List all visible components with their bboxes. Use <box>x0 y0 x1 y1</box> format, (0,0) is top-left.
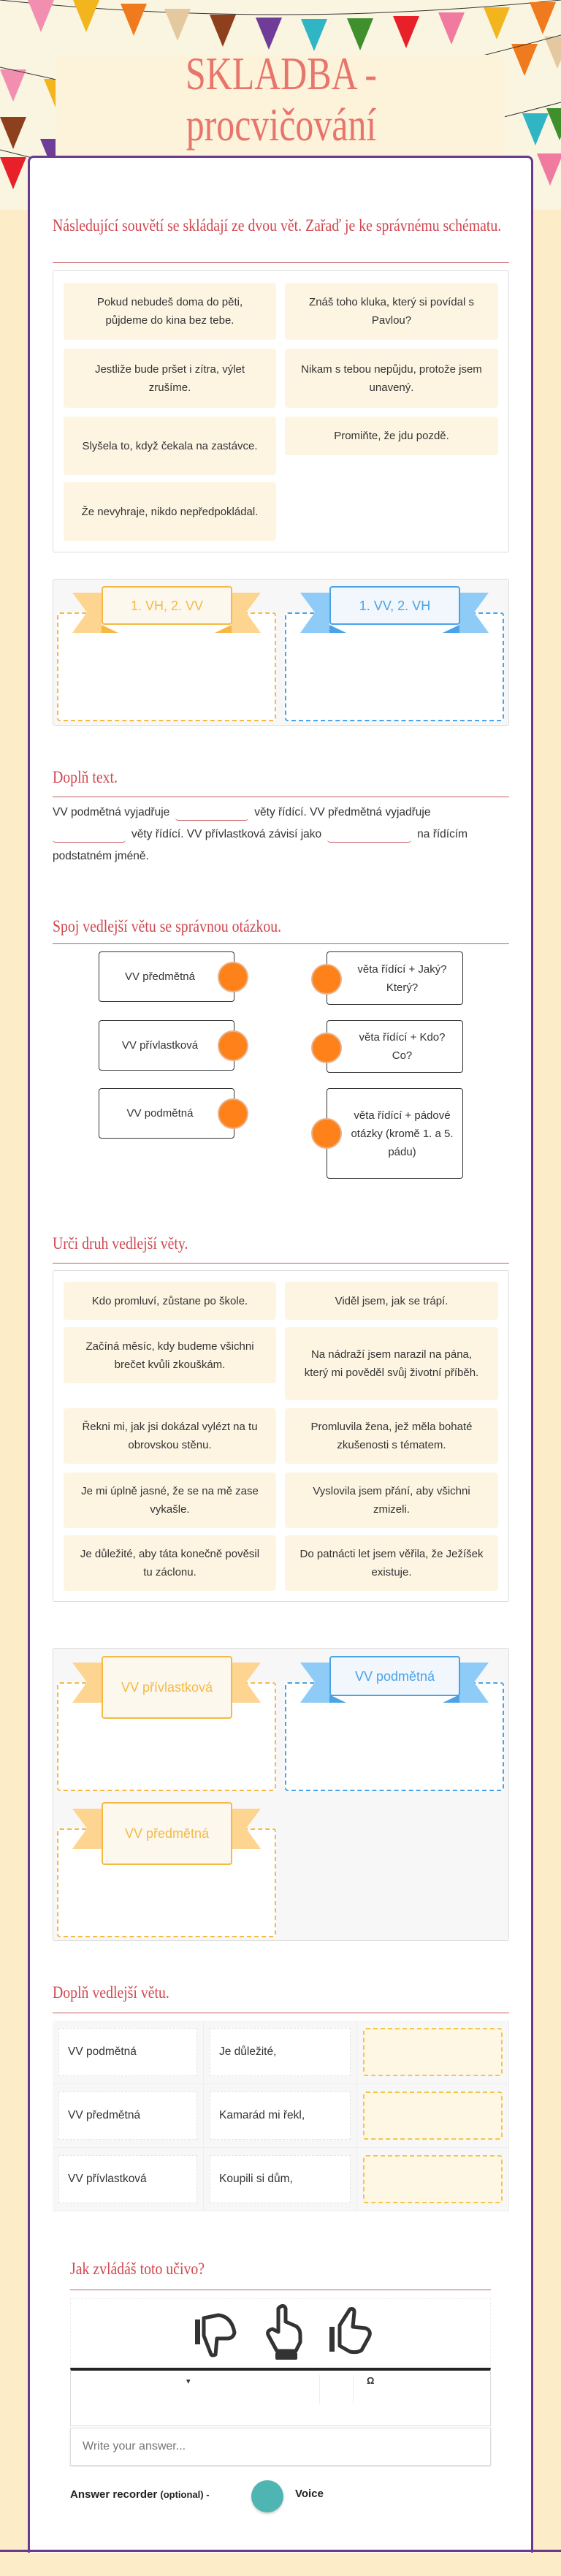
section-heading-complete: Doplň vedlejší větu. <box>53 1983 169 2002</box>
bunting-flag <box>301 19 327 51</box>
section-heading-fill-text: Doplň text. <box>53 768 118 786</box>
match-right-item: věta řídící + Kdo? Co? <box>327 1020 463 1073</box>
text-part: věty řídící. VV předmětná vyjadřuje <box>254 806 431 818</box>
draggable-sentence-card[interactable]: Slyšela to, když čekala na zastávce. <box>64 417 276 475</box>
card-bottom-border <box>0 2550 561 2552</box>
match-connector-dot[interactable] <box>311 1033 342 1063</box>
page-title: SKLADBA - procvičování <box>185 48 378 151</box>
answer-recorder-label <box>70 2488 210 2501</box>
clause-type: VV předmětná <box>58 2091 197 2140</box>
bin-label: 1. VH, 2. VV <box>102 586 232 625</box>
clause-type: VV podmětná <box>58 2028 197 2076</box>
pointing-hand-icon[interactable] <box>264 2303 303 2361</box>
draggable-sentence-card[interactable]: Promiňte, že jdu pozdě. <box>285 417 498 455</box>
draggable-sentence-card[interactable]: Promluvila žena, jež měla bohaté zkušenosti s tématem. <box>285 1408 498 1464</box>
table-cell <box>357 2021 509 2084</box>
draggable-sentence-card[interactable]: Je mi úplně jasné, že se na mě zase vykašle. <box>64 1473 276 1528</box>
match-connector-dot[interactable] <box>218 1030 248 1061</box>
match-left-item: VV podmětná <box>99 1088 234 1139</box>
draggable-sentence-card[interactable]: Na nádraží jsem narazil na pána, který mi pověděl svůj životní příběh. <box>285 1327 498 1400</box>
bin-label: VV přívlastková <box>102 1656 232 1719</box>
thumbs-up-icon[interactable] <box>328 2305 375 2357</box>
text-part: věty řídící. VV přívlastková závisí jako <box>131 828 322 840</box>
thumbs-down-icon[interactable] <box>194 2306 240 2357</box>
section-heading-match: Spoj vedlejší větu se správnou otázkou. <box>53 917 282 935</box>
blank-input-1[interactable] <box>175 805 248 821</box>
rich-text-editor[interactable] <box>70 2368 491 2426</box>
answer-drop-field[interactable] <box>363 2155 503 2203</box>
fill-in-paragraph <box>53 802 509 867</box>
draggable-sentence-card[interactable]: Vyslovila jsem přání, aby všichni zmizeli. <box>285 1473 498 1528</box>
table-cell <box>53 2084 204 2148</box>
bunting-flag <box>511 44 538 76</box>
bunting-flag <box>546 108 561 140</box>
bunting-flag <box>537 153 561 186</box>
draggable-sentence-card[interactable]: Řekni mi, jak jsi dokázal vylézt na tu obrovskou stěnu. <box>64 1408 276 1464</box>
table-cell <box>204 2021 357 2084</box>
section-heading-self-assessment: Jak zvládáš toto učivo? <box>70 2260 205 2278</box>
bunting-flag <box>438 12 465 45</box>
sentence-start: Kamarád mi řekl, <box>210 2091 351 2140</box>
draggable-sentence-card[interactable]: Viděl jsem, jak se trápí. <box>285 1282 498 1320</box>
match-right-item: věta řídící + pádové otázky (kromě 1. a 5. pádu) <box>327 1088 463 1179</box>
answer-drop-field[interactable] <box>363 2091 503 2140</box>
bunting-flag <box>210 15 236 47</box>
rating-box <box>70 2298 491 2366</box>
drop-category-bin[interactable] <box>285 1654 504 1793</box>
bunting-flag <box>121 4 147 36</box>
table-cell <box>204 2084 357 2148</box>
table-cell <box>53 2148 204 2211</box>
divider <box>53 1263 509 1264</box>
toolbar-divider <box>319 2375 320 2404</box>
match-connector-dot[interactable] <box>311 964 342 995</box>
format-dropdown[interactable]: ▾ <box>186 2377 191 2386</box>
draggable-sentence-card[interactable]: Jestliže bude pršet i zítra, výlet zrušíme. <box>64 349 276 408</box>
match-left-item: VV přívlastková <box>99 1020 234 1071</box>
bin-label: VV předmětná <box>102 1802 232 1865</box>
section-heading-classify: Následující souvětí se skládají ze dvou vět. Zařaď je ke správnému schématu. <box>53 216 502 235</box>
drop-category-bin[interactable] <box>57 585 276 723</box>
bunting-flag <box>544 37 561 69</box>
bunting-flag <box>0 117 26 149</box>
drop-category-bin[interactable] <box>285 585 504 723</box>
draggable-sentence-card[interactable]: Nikam s tebou nepůjdu, protože jsem unavený. <box>285 349 498 408</box>
section-heading-identify: Urči druh vedlejší věty. <box>53 1234 188 1253</box>
voice-record-button[interactable] <box>251 2480 283 2512</box>
match-left-item: VV předmětná <box>99 951 234 1002</box>
bunting-flag <box>393 16 419 48</box>
text-part: VV podmětná vyjadřuje <box>53 806 170 818</box>
text-part: na řídícím podstatném jméně. <box>53 828 468 862</box>
bunting-flag <box>0 69 26 102</box>
table-cell <box>357 2084 509 2148</box>
sentence-start: Koupili si dům, <box>210 2155 351 2203</box>
bunting-flag <box>522 113 549 145</box>
match-connector-dot[interactable] <box>218 962 248 992</box>
blank-input-2[interactable] <box>53 827 126 843</box>
recorder-optional-text: (optional) - <box>160 2489 210 2500</box>
draggable-sentence-card[interactable]: Je důležité, aby táta konečně pověsil tu záclonu. <box>64 1535 276 1591</box>
match-right-item: věta řídící + Jaký? Který? <box>327 951 463 1005</box>
draggable-sentence-card[interactable]: Znáš toho kluka, který si povídal s Pavlou? <box>285 283 498 340</box>
bunting-flag <box>164 9 191 41</box>
bunting-flag <box>73 0 99 32</box>
draggable-sentence-card[interactable]: Že nevyhraje, nikdo nepředpokládal. <box>64 482 276 541</box>
recorder-label-text: Answer recorder <box>70 2488 158 2501</box>
table-cell <box>204 2148 357 2211</box>
table-cell <box>53 2021 204 2084</box>
table-cell <box>357 2148 509 2211</box>
draggable-sentence-card[interactable]: Pokud nebudeš doma do pěti, půjdeme do kina bez tebe. <box>64 283 276 340</box>
bin-label: VV podmětná <box>329 1656 460 1696</box>
bunting-flag <box>484 7 510 39</box>
match-connector-dot[interactable] <box>218 1098 248 1129</box>
divider <box>53 262 509 263</box>
bunting-flag <box>256 18 282 50</box>
drop-category-bin[interactable] <box>57 1654 276 1793</box>
drop-category-bin[interactable] <box>57 1801 276 1939</box>
blank-input-3[interactable] <box>327 827 411 843</box>
voice-label: Voice <box>295 2488 324 2500</box>
bunting-flag <box>0 157 26 189</box>
bin-label: 1. VV, 2. VH <box>329 586 460 625</box>
bunting-flag <box>28 0 54 32</box>
bunting-flag <box>347 18 373 50</box>
special-characters-button[interactable]: Ω <box>367 2375 375 2386</box>
draggable-sentence-card[interactable]: Kdo promluví, zůstane po škole. <box>64 1282 276 1320</box>
clause-type: VV přívlastková <box>58 2155 197 2203</box>
sentence-start: Je důležité, <box>210 2028 351 2076</box>
bunting-flag <box>530 2 556 34</box>
answer-drop-field[interactable] <box>363 2028 503 2076</box>
divider <box>53 943 509 944</box>
draggable-sentence-card[interactable]: Začíná měsíc, kdy budeme všichni brečet kvůli zkouškám. <box>64 1327 276 1383</box>
answer-input[interactable] <box>70 2428 491 2466</box>
toolbar-divider <box>353 2375 354 2404</box>
draggable-sentence-card[interactable]: Do patnácti let jsem věřila, že Ježíšek existuje. <box>285 1535 498 1591</box>
match-connector-dot[interactable] <box>311 1118 342 1149</box>
